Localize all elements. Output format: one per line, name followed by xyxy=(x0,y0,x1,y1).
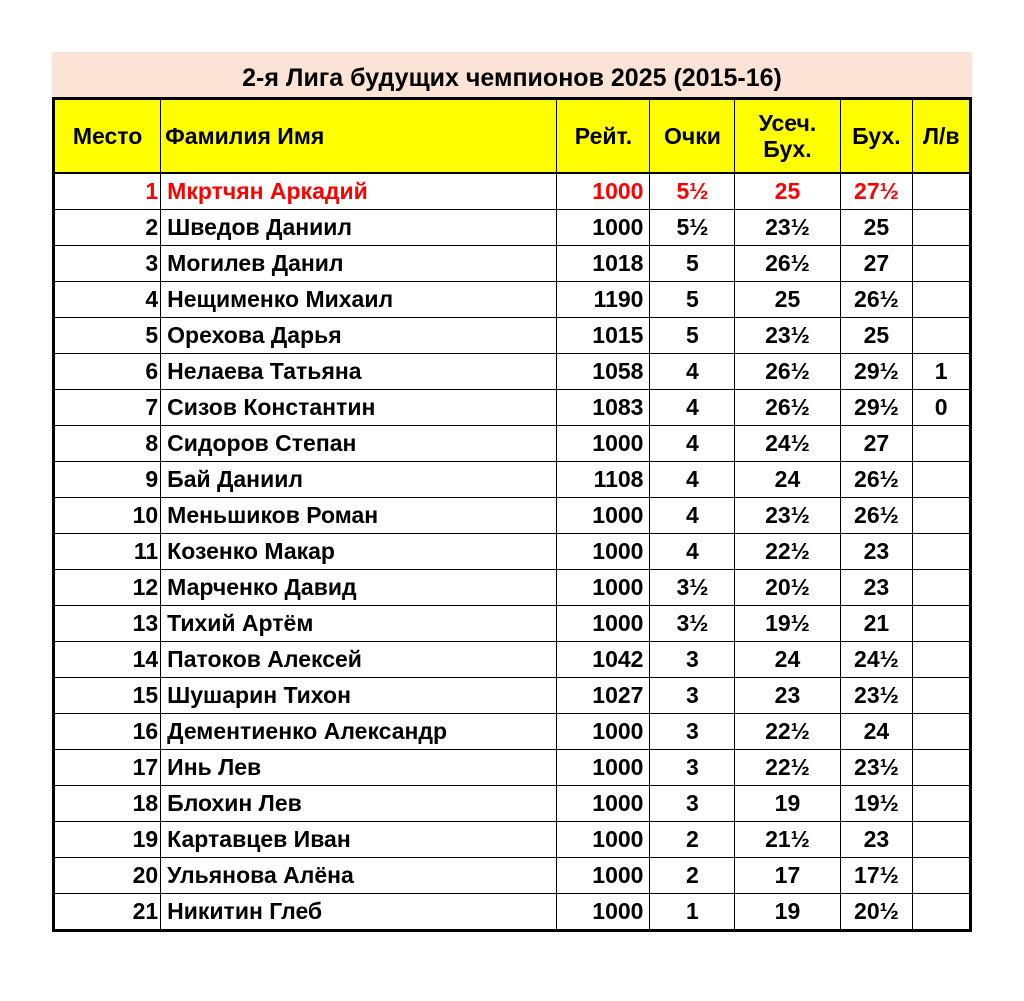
cell-rating: 1000 xyxy=(557,858,650,894)
header-truncated-buchholz-line2: Бух. xyxy=(763,136,812,162)
cell-name: Патоков Алексей xyxy=(161,642,557,678)
cell-personal xyxy=(913,786,971,822)
cell-personal xyxy=(913,570,971,606)
cell-name: Козенко Макар xyxy=(161,534,557,570)
cell-personal xyxy=(913,210,971,246)
cell-truncated-buchholz: 25 xyxy=(735,173,840,210)
table-row xyxy=(54,534,971,570)
cell-place: 8 xyxy=(54,426,161,462)
cell-truncated-buchholz: 22½ xyxy=(735,750,840,786)
cell-place: 11 xyxy=(54,534,161,570)
cell-rating: 1000 xyxy=(557,750,650,786)
cell-name: Сидоров Степан xyxy=(161,426,557,462)
cell-name: Нелаева Татьяна xyxy=(161,354,557,390)
cell-points: 3½ xyxy=(650,606,735,642)
cell-name: Никитин Глеб xyxy=(161,894,557,931)
cell-name: Могилев Данил xyxy=(161,246,557,282)
cell-buchholz: 24½ xyxy=(840,642,913,678)
table-row xyxy=(54,606,971,642)
cell-name: Ульянова Алёна xyxy=(161,858,557,894)
cell-buchholz: 25 xyxy=(840,210,913,246)
cell-place: 4 xyxy=(54,282,161,318)
cell-points: 4 xyxy=(650,390,735,426)
table-row xyxy=(54,714,971,750)
cell-place: 12 xyxy=(54,570,161,606)
cell-points: 4 xyxy=(650,534,735,570)
cell-personal xyxy=(913,534,971,570)
cell-personal xyxy=(913,750,971,786)
header-truncated-buchholz xyxy=(735,99,840,174)
cell-place: 13 xyxy=(54,606,161,642)
cell-truncated-buchholz: 17 xyxy=(735,858,840,894)
cell-points: 2 xyxy=(650,822,735,858)
cell-personal xyxy=(913,173,971,210)
cell-buchholz: 21 xyxy=(840,606,913,642)
cell-points: 2 xyxy=(650,858,735,894)
cell-buchholz: 26½ xyxy=(840,282,913,318)
cell-points: 5 xyxy=(650,282,735,318)
cell-rating: 1000 xyxy=(557,498,650,534)
cell-truncated-buchholz: 23 xyxy=(735,678,840,714)
cell-truncated-buchholz: 19 xyxy=(735,894,840,931)
cell-rating: 1000 xyxy=(557,570,650,606)
cell-rating: 1018 xyxy=(557,246,650,282)
table-row xyxy=(54,750,971,786)
cell-place: 15 xyxy=(54,678,161,714)
header-personal: Л/в xyxy=(913,99,971,174)
cell-truncated-buchholz: 26½ xyxy=(735,390,840,426)
cell-rating: 1027 xyxy=(557,678,650,714)
cell-rating: 1000 xyxy=(557,822,650,858)
cell-buchholz: 23½ xyxy=(840,750,913,786)
cell-truncated-buchholz: 21½ xyxy=(735,822,840,858)
cell-rating: 1000 xyxy=(557,210,650,246)
cell-truncated-buchholz: 26½ xyxy=(735,246,840,282)
table-row xyxy=(54,210,971,246)
table-row xyxy=(54,246,971,282)
cell-points: 3 xyxy=(650,750,735,786)
cell-rating: 1000 xyxy=(557,714,650,750)
cell-name: Бай Даниил xyxy=(161,462,557,498)
cell-buchholz: 27 xyxy=(840,426,913,462)
cell-points: 4 xyxy=(650,498,735,534)
cell-personal xyxy=(913,606,971,642)
cell-truncated-buchholz: 24 xyxy=(735,642,840,678)
cell-place: 17 xyxy=(54,750,161,786)
cell-truncated-buchholz: 22½ xyxy=(735,534,840,570)
cell-buchholz: 19½ xyxy=(840,786,913,822)
cell-buchholz: 25 xyxy=(840,318,913,354)
cell-rating: 1000 xyxy=(557,173,650,210)
cell-name: Инь Лев xyxy=(161,750,557,786)
cell-personal xyxy=(913,498,971,534)
table-row xyxy=(54,570,971,606)
cell-buchholz: 24 xyxy=(840,714,913,750)
cell-place: 6 xyxy=(54,354,161,390)
cell-place: 19 xyxy=(54,822,161,858)
cell-buchholz: 29½ xyxy=(840,354,913,390)
cell-name: Блохин Лев xyxy=(161,786,557,822)
cell-truncated-buchholz: 26½ xyxy=(735,354,840,390)
cell-name: Сизов Константин xyxy=(161,390,557,426)
table-row xyxy=(54,390,971,426)
cell-buchholz: 20½ xyxy=(840,894,913,931)
cell-buchholz: 27 xyxy=(840,246,913,282)
cell-personal xyxy=(913,246,971,282)
cell-points: 5½ xyxy=(650,210,735,246)
cell-place: 10 xyxy=(54,498,161,534)
cell-points: 3½ xyxy=(650,570,735,606)
table-row xyxy=(54,786,971,822)
cell-points: 4 xyxy=(650,462,735,498)
cell-truncated-buchholz: 24½ xyxy=(735,426,840,462)
cell-name: Меньшиков Роман xyxy=(161,498,557,534)
cell-rating: 1000 xyxy=(557,534,650,570)
cell-rating: 1058 xyxy=(557,354,650,390)
cell-truncated-buchholz: 23½ xyxy=(735,498,840,534)
cell-buchholz: 23 xyxy=(840,570,913,606)
cell-personal: 0 xyxy=(913,390,971,426)
cell-personal xyxy=(913,858,971,894)
cell-place: 18 xyxy=(54,786,161,822)
cell-place: 20 xyxy=(54,858,161,894)
cell-points: 5½ xyxy=(650,173,735,210)
cell-buchholz: 23½ xyxy=(840,678,913,714)
cell-name: Орехова Дарья xyxy=(161,318,557,354)
cell-personal xyxy=(913,462,971,498)
cell-buchholz: 17½ xyxy=(840,858,913,894)
cell-truncated-buchholz: 22½ xyxy=(735,714,840,750)
table-row xyxy=(54,462,971,498)
header-points: Очки xyxy=(650,99,735,174)
table-row xyxy=(54,894,971,931)
cell-points: 4 xyxy=(650,426,735,462)
cell-personal xyxy=(913,714,971,750)
cell-truncated-buchholz: 20½ xyxy=(735,570,840,606)
table-row xyxy=(54,678,971,714)
cell-buchholz: 26½ xyxy=(840,462,913,498)
cell-points: 4 xyxy=(650,354,735,390)
cell-place: 7 xyxy=(54,390,161,426)
cell-name: Дементиенко Александр xyxy=(161,714,557,750)
cell-buchholz: 27½ xyxy=(840,173,913,210)
cell-rating: 1108 xyxy=(557,462,650,498)
cell-points: 3 xyxy=(650,642,735,678)
cell-name: Шушарин Тихон xyxy=(161,678,557,714)
cell-truncated-buchholz: 24 xyxy=(735,462,840,498)
cell-truncated-buchholz: 23½ xyxy=(735,318,840,354)
cell-name: Шведов Даниил xyxy=(161,210,557,246)
table-row xyxy=(54,498,971,534)
cell-place: 3 xyxy=(54,246,161,282)
cell-personal xyxy=(913,642,971,678)
cell-truncated-buchholz: 23½ xyxy=(735,210,840,246)
table-row xyxy=(54,822,971,858)
cell-points: 3 xyxy=(650,714,735,750)
table-row xyxy=(54,642,971,678)
cell-place: 1 xyxy=(54,173,161,210)
cell-rating: 1015 xyxy=(557,318,650,354)
cell-rating: 1000 xyxy=(557,894,650,931)
cell-rating: 1190 xyxy=(557,282,650,318)
table-row xyxy=(54,858,971,894)
table-row xyxy=(54,318,971,354)
table-row xyxy=(54,426,971,462)
standings-table xyxy=(52,97,972,932)
cell-personal: 1 xyxy=(913,354,971,390)
cell-place: 9 xyxy=(54,462,161,498)
cell-personal xyxy=(913,678,971,714)
table-row xyxy=(54,282,971,318)
cell-buchholz: 26½ xyxy=(840,498,913,534)
cell-rating: 1083 xyxy=(557,390,650,426)
cell-name: Марченко Давид xyxy=(161,570,557,606)
cell-buchholz: 23 xyxy=(840,822,913,858)
cell-truncated-buchholz: 19 xyxy=(735,786,840,822)
cell-rating: 1000 xyxy=(557,786,650,822)
cell-points: 1 xyxy=(650,894,735,931)
cell-personal xyxy=(913,282,971,318)
cell-rating: 1042 xyxy=(557,642,650,678)
cell-personal xyxy=(913,894,971,931)
cell-place: 2 xyxy=(54,210,161,246)
cell-personal xyxy=(913,318,971,354)
cell-rating: 1000 xyxy=(557,606,650,642)
cell-personal xyxy=(913,822,971,858)
cell-name: Мкртчян Аркадий xyxy=(161,173,557,210)
cell-truncated-buchholz: 25 xyxy=(735,282,840,318)
cell-name: Картавцев Иван xyxy=(161,822,557,858)
header-place: Место xyxy=(54,99,161,174)
cell-place: 21 xyxy=(54,894,161,931)
standings-sheet xyxy=(52,52,972,932)
header-name: Фамилия Имя xyxy=(161,99,557,174)
cell-place: 14 xyxy=(54,642,161,678)
header-truncated-buchholz-line1: Усеч. xyxy=(758,110,817,136)
table-row xyxy=(54,173,971,210)
cell-points: 3 xyxy=(650,786,735,822)
cell-place: 5 xyxy=(54,318,161,354)
table-title: 2-я Лига будущих чемпионов 2025 (2015-16) xyxy=(52,52,972,97)
header-rating: Рейт. xyxy=(557,99,650,174)
cell-truncated-buchholz: 19½ xyxy=(735,606,840,642)
cell-rating: 1000 xyxy=(557,426,650,462)
cell-name: Нещименко Михаил xyxy=(161,282,557,318)
cell-buchholz: 29½ xyxy=(840,390,913,426)
cell-name: Тихий Артём xyxy=(161,606,557,642)
cell-personal xyxy=(913,426,971,462)
header-buchholz: Бух. xyxy=(840,99,913,174)
table-row xyxy=(54,354,971,390)
cell-buchholz: 23 xyxy=(840,534,913,570)
cell-points: 5 xyxy=(650,246,735,282)
cell-place: 16 xyxy=(54,714,161,750)
cell-points: 5 xyxy=(650,318,735,354)
header-row xyxy=(54,99,971,174)
cell-points: 3 xyxy=(650,678,735,714)
